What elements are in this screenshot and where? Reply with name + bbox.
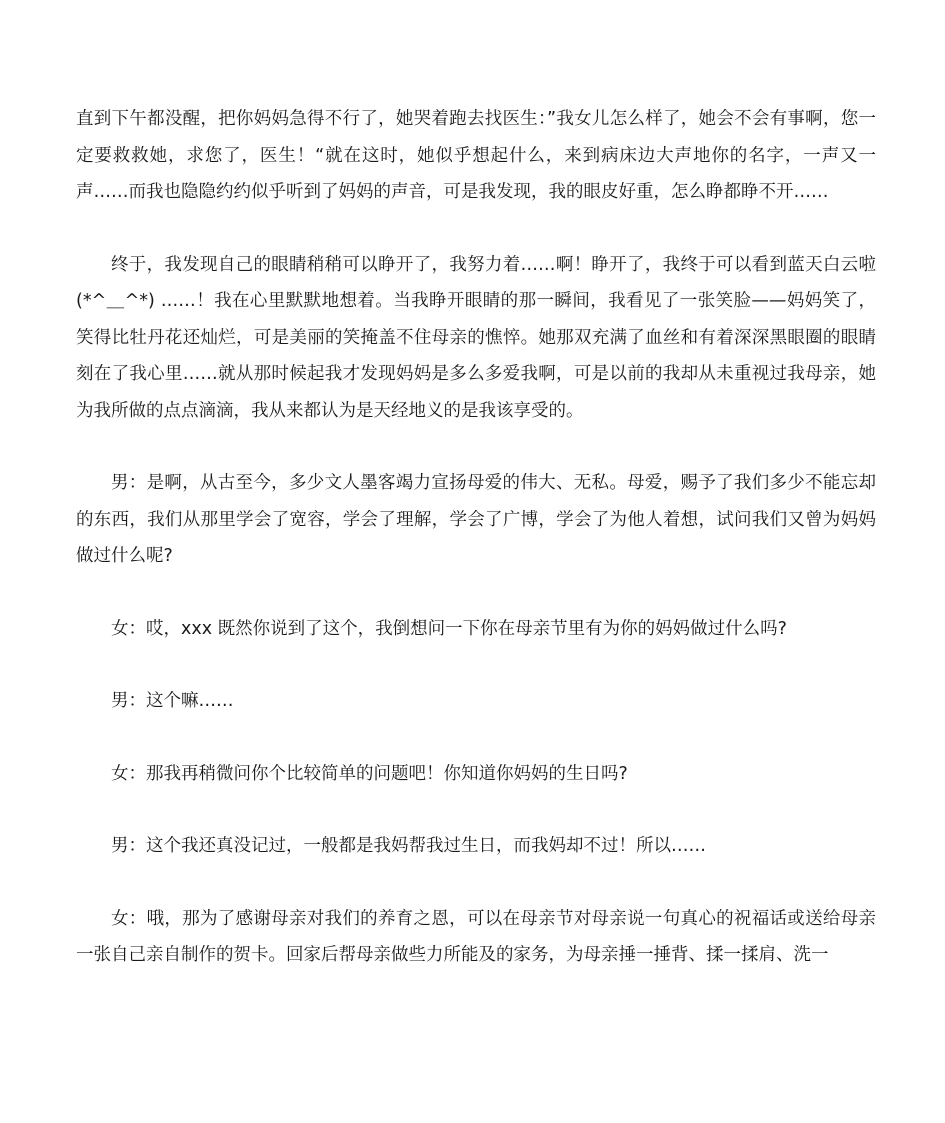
paragraph-male-birthday: 男：这个我还真没记过，一般都是我妈帮我过生日，而我妈却不过！所以…… <box>111 836 706 856</box>
paragraph-male-mother-love: 男：是啊，从古至今，多少文人墨客竭力宣扬母爱的伟大、无私。母爱，赐予了我们多少不能忘却的东西，我们从那里学会了宽容，学会了理解，学会了广博，学会了为他人着想，试问我们又曾为妈妈做过什么呢? <box>76 473 876 566</box>
paragraph-male-hesitate: 男：这个嘛…… <box>111 691 234 711</box>
paragraph-female-birthday: 女：那我再稍微问你个比较简单的问题吧！你知道你妈妈的生日吗? <box>111 763 628 784</box>
document-page <box>76 101 876 1010</box>
paragraph-female-gratitude: 女：哦，那为了感谢母亲对我们的养育之恩，可以在母亲节对母亲说一句真心的祝福话或送给母亲一张自己亲自制作的贺卡。回家后帮母亲做些力所能及的家务，为母亲捶一捶背、揉一揉肩、洗一 <box>76 908 876 965</box>
paragraph-waking: 终于，我发现自己的眼睛稍稍可以睁开了，我努力着……啊！睁开了，我终于可以看到蓝天白云啦(*^＿^*) ……！我在心里默默地想着。当我睁开眼睛的那一瞬间，我看见了一张笑脸——妈妈笑了，笑得比牡丹花还灿烂，可是美丽的笑掩盖不住母亲的憔悴。她那双充满了血丝和有着深深黑眼圈的眼睛刻在了我心里……就从那时候起我才发现妈妈是多么多爱我啊，可是以前的我却从未重视过我母亲，她为我所做的点点滴滴，我从来都认为是天经地义的是我该享受的。 <box>76 254 876 421</box>
paragraph-hospital: 直到下午都没醒，把你妈妈急得不行了，她哭着跑去找医生：”我女儿怎么样了，她会不会有事啊，您一定要救救她，求您了，医生！“就在这时，她似乎想起什么，来到病床边大声地你的名字，一声又一声……而我也隐隐约约似乎听到了妈妈的声音，可是我发现，我的眼皮好重，怎么睁都睁不开…… <box>76 109 876 202</box>
paragraph-female-question: 女：哎，xxx 既然你说到了这个，我倒想问一下你在母亲节里有为你的妈妈做过什么吗? <box>111 618 787 639</box>
